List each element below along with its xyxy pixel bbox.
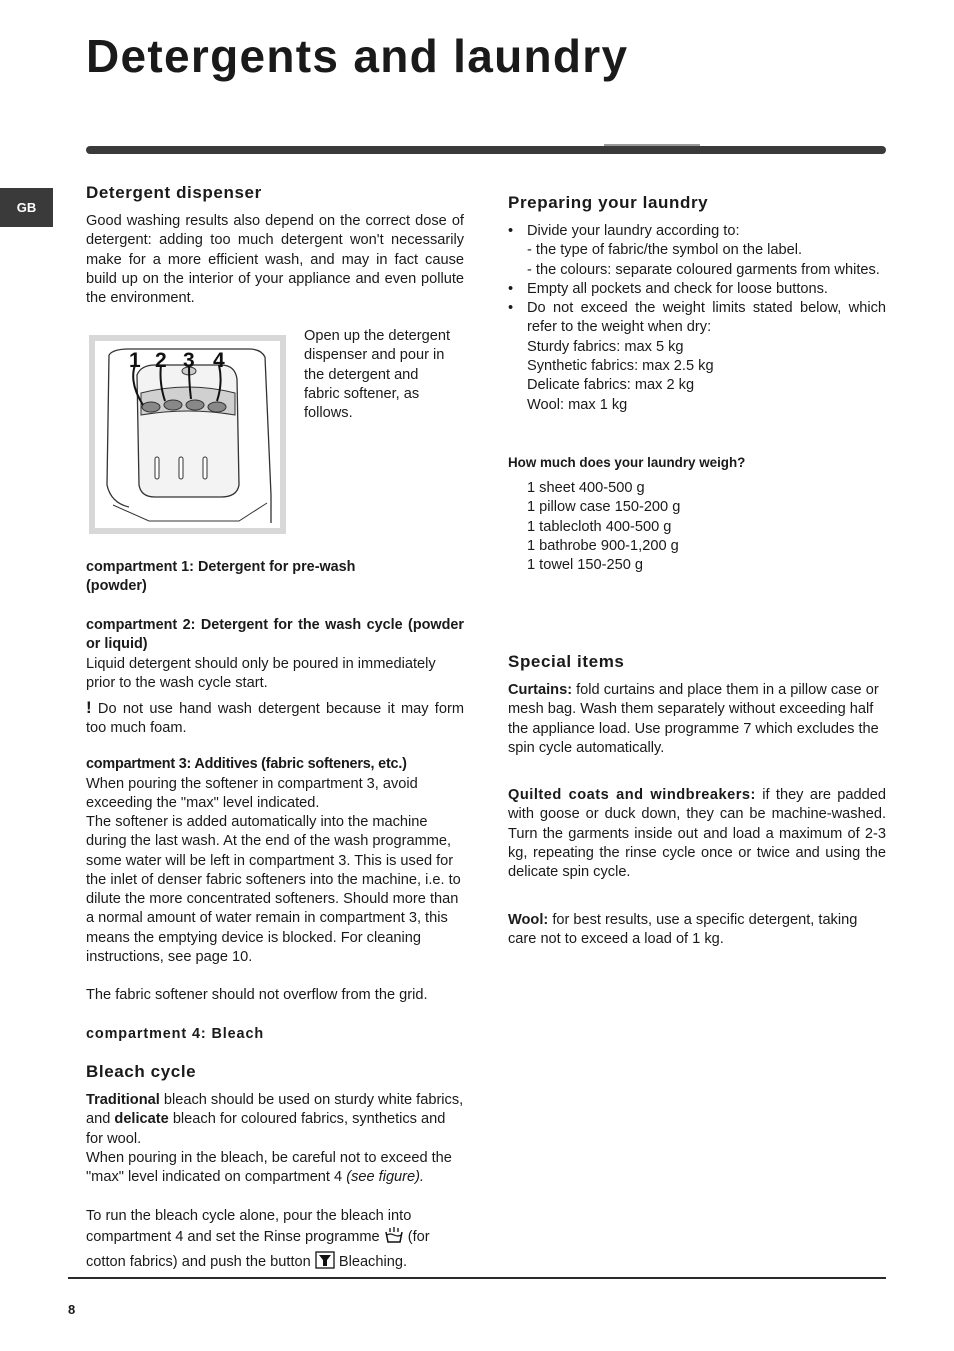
weight-item: 1 bathrobe 900-1,200 g	[527, 537, 679, 554]
figure-label-1: 1	[129, 349, 141, 372]
preparing-laundry-heading: Preparing your laundry	[508, 193, 709, 212]
compartment-3-text-1: When pouring the softener in compartment 3, avoid exceeding the "max" level indicated.	[86, 776, 418, 812]
sub-item: - the colours: separate coloured garments from whites.	[527, 261, 880, 278]
compartment-3-text-2: The softener is added automatically into the machine during the last wash. At the end of the wash programme, some water will be left in compartment 3. This is used for the inlet of denser fabric softeners into the machine, i.e. to dilute the more concentrated softeners. Should more than a normal amount of water remain in compartment 3, this means the emptying device is blocked. For cleaning instructions, see page 10.	[86, 814, 461, 966]
page-title: Detergents and laundry	[86, 30, 629, 82]
preparing-list	[508, 222, 886, 415]
wool-text	[508, 911, 886, 950]
quilted-body: if they are padded with goose or duck down, they can be machine-washed. Turn the garments inside out and load a maximum of 2-3 kg, repeating the rinse cycle once or twice and using the delicate spin cycle.	[508, 787, 886, 881]
alone-text-3: Bleaching.	[334, 1253, 408, 1270]
figure-caption: Open up the detergent dispenser and pour in the detergent and fabric softener, as follows.	[304, 328, 451, 422]
bleaching-button-icon	[315, 1251, 335, 1275]
limit-item: Sturdy fabrics: max 5 kg	[527, 338, 684, 355]
weight-limits	[508, 338, 886, 415]
weight-item: 1 sheet 400-500 g	[527, 480, 645, 496]
quilted-label: Quilted coats and windbreakers:	[508, 787, 756, 803]
dispenser-figure	[89, 335, 286, 534]
traditional-text: bleach should be used on sturdy white fabrics, and	[86, 1092, 464, 1128]
bleach-alone-text	[86, 1207, 464, 1275]
compartment-2-warning	[86, 698, 464, 739]
list-item	[508, 299, 886, 338]
delicate-label: delicate	[114, 1111, 169, 1128]
footer-divider	[68, 1277, 886, 1279]
sub-item: - the type of fabric/the symbol on the label.	[527, 242, 803, 259]
figure-label-3: 3	[183, 349, 195, 372]
weight-item: 1 tablecloth 400-500 g	[527, 518, 672, 535]
alone-text-1: To run the bleach cycle alone, pour the bleach into compartment 4 and set the Rinse programme	[86, 1208, 412, 1246]
compartment-1-title: compartment 1: Detergent for pre-wash (powder)	[86, 559, 356, 595]
curtains-text	[508, 681, 886, 758]
bullet-text: Divide your laundry according to:	[527, 223, 740, 239]
dispenser-intro: Good washing results also depend on the correct dose of detergent: adding too much detergent won't necessarily make for a more efficient wash, and may in fact cause build up on the interior of your appliance and even pollute the environment.	[86, 213, 464, 307]
bleach-cycle-heading: Bleach cycle	[86, 1062, 197, 1081]
bleach-types-text	[86, 1091, 464, 1149]
curtains-label: Curtains:	[508, 682, 573, 698]
list-item	[508, 280, 886, 299]
compartment-4-title: compartment 4: Bleach	[86, 1026, 265, 1042]
detergent-dispenser-heading: Detergent dispenser	[86, 183, 262, 202]
curtains-body: fold curtains and place them in a pillow case or mesh bag. Wash them separately without exceeding half the appliance load. Use programme 7 which excludes the spin cycle automatically.	[508, 682, 879, 756]
traditional-label: Traditional	[86, 1092, 160, 1108]
warning-mark: !	[86, 698, 92, 717]
page-number: 8	[68, 1302, 76, 1317]
weight-item: 1 pillow case 150-200 g	[527, 499, 681, 516]
wool-label: Wool:	[508, 912, 549, 928]
quilted-text	[508, 786, 886, 882]
laundry-weight-heading: How much does your laundry weigh?	[508, 455, 746, 470]
weight-item: 1 towel 150-250 g	[527, 557, 644, 574]
special-items-heading: Special items	[508, 652, 625, 671]
compartment-3-text-3: The fabric softener should not overflow from the grid.	[86, 987, 428, 1003]
compartment-2-title: compartment 2: Detergent for the wash cycle (powder or liquid)	[86, 617, 464, 653]
limit-item: Delicate fabrics: max 2 kg	[527, 377, 695, 394]
warning-text: Do not use hand wash detergent because it may form too much foam.	[86, 701, 464, 737]
wool-body: for best results, use a specific detergent, taking care not to exceed a load of 1 kg.	[508, 912, 858, 948]
alone-text-2: (for cotton fabrics) and push the button	[86, 1229, 430, 1270]
bullet-text: Empty all pockets and check for loose buttons.	[527, 280, 828, 297]
bullet-text: Do not exceed the weight limits stated below, which refer to the weight when dry:	[527, 300, 886, 336]
language-tab: GB	[0, 188, 53, 227]
rinse-programme-icon	[384, 1226, 404, 1250]
figure-label-4: 4	[213, 349, 225, 372]
figure-label-2: 2	[155, 349, 167, 372]
pour-text: When pouring in the bleach, be careful not to exceed the "max" level indicated on compartment 4	[86, 1150, 452, 1186]
compartment-3-title: compartment 3: Additives (fabric softeners, etc.)	[86, 756, 407, 772]
list-item	[508, 222, 886, 280]
laundry-weights	[508, 479, 905, 575]
limit-item: Wool: max 1 kg	[527, 396, 628, 413]
bleach-pour-text	[86, 1149, 464, 1188]
compartment-2-text: Liquid detergent should only be poured in immediately prior to the wash cycle start.	[86, 656, 436, 692]
see-figure-note: (see figure).	[346, 1169, 425, 1186]
limit-item: Synthetic fabrics: max 2.5 kg	[527, 358, 714, 375]
delicate-text: bleach for coloured fabrics, synthetics and for wool.	[86, 1111, 446, 1147]
title-divider	[86, 146, 886, 154]
